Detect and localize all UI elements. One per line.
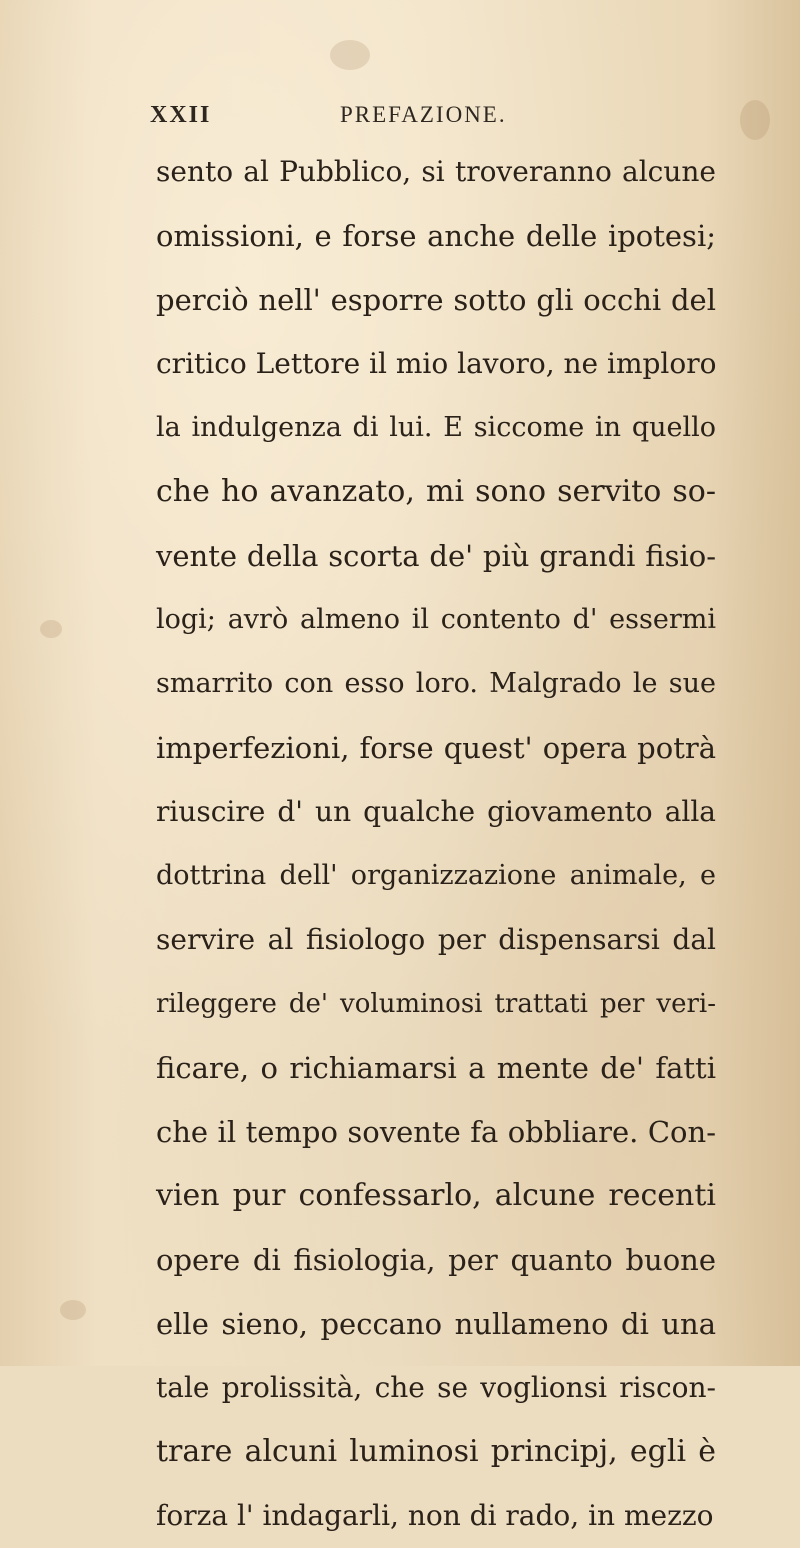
- text-line: trare alcuni luminosi principj, egli è: [156, 1434, 716, 1469]
- text-line: critico Lettore il mio lavoro, ne imploro: [156, 347, 717, 380]
- text-line: perciò nell' esporre sotto gli occhi del: [156, 283, 716, 317]
- ink-stain: [40, 620, 62, 638]
- text-line: servire al fisiologo per dispensarsi dal: [156, 923, 716, 956]
- text-line: rileggere de' voluminosi trattati per veri-: [156, 989, 716, 1019]
- page-header: [150, 102, 710, 142]
- body-text: [156, 140, 716, 1548]
- text-line: smarrito con esso loro. Malgrado le sue: [156, 668, 716, 699]
- text-line: elle sieno, peccano nullameno di una: [156, 1307, 716, 1341]
- page-number: XXII: [150, 102, 212, 128]
- text-line: forza l' indagarli, non di rado, in mezzo: [156, 1499, 714, 1532]
- ink-stain: [60, 1300, 86, 1320]
- text-line: omissioni, e forse anche delle ipotesi;: [156, 219, 716, 253]
- text-line: sento al Pubblico, si troveranno alcune: [156, 155, 716, 188]
- text-line: la indulgenza di lui. E siccome in quello: [156, 412, 716, 443]
- text-line: riuscire d' un qualche giovamento alla: [156, 795, 716, 828]
- text-line: ficare, o richiamarsi a mente de' fatti: [156, 1051, 716, 1085]
- ink-stain: [740, 100, 770, 140]
- text-line: dottrina dell' organizzazione animale, e: [156, 860, 716, 891]
- text-line: che il tempo sovente fa obbliare. Con-: [156, 1115, 716, 1149]
- text-line: che ho avanzato, mi sono servito so-: [156, 474, 716, 509]
- text-line: opere di fisiologia, per quanto buone: [156, 1243, 716, 1277]
- text-line: tale prolissità, che se voglionsi riscon-: [156, 1371, 716, 1404]
- text-line: imperfezioni, forse quest' opera potrà: [156, 731, 716, 765]
- ink-stain: [330, 40, 370, 70]
- text-line: logi; avrò almeno il contento d' essermi: [156, 604, 716, 635]
- text-line: vente della scorta de' più grandi fisio-: [156, 539, 716, 573]
- running-head: PREFAZIONE.: [340, 102, 507, 127]
- text-line: vien pur confessarlo, alcune recenti: [156, 1178, 716, 1213]
